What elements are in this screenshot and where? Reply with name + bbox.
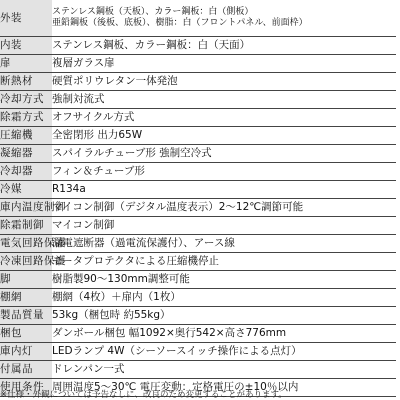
table-row xyxy=(0,72,396,90)
row-label-interior-light: 庫内灯 xyxy=(0,342,52,360)
table-row xyxy=(0,234,396,252)
row-value-exterior xyxy=(52,0,396,36)
row-label-refrigerant: 冷媒 xyxy=(0,180,52,198)
row-label-cooling-method: 冷却方式 xyxy=(0,90,52,108)
row-value-refrigeration-protection: モータプロテクタによる圧縮機停止 xyxy=(52,252,396,270)
table-row xyxy=(0,144,396,162)
row-value-insulation: 硬質ポリウレタン一体発泡 xyxy=(52,72,396,90)
table-row xyxy=(0,162,396,180)
table-row xyxy=(0,108,396,126)
table-row xyxy=(0,36,396,54)
row-value-refrigerant: R134a xyxy=(52,180,396,198)
row-value-packaging: ダンボール梱包 幅1092×奥行542×高さ776mm xyxy=(52,324,396,342)
row-value-evaporator: フィン＆チューブ形 xyxy=(52,162,396,180)
row-value-weight: 53kg（梱包時 約55kg） xyxy=(52,306,396,324)
row-label-defrost-control: 除霜制御 xyxy=(0,216,52,234)
row-value-electrical-protection: 漏電遮断器（過電流保護付）、アース線 xyxy=(52,234,396,252)
table-row xyxy=(0,0,396,36)
row-value-interior-light: LEDランプ 4W（シーソースイッチ操作による点灯） xyxy=(52,342,396,360)
table-row xyxy=(0,54,396,72)
row-label-shelves: 棚網 xyxy=(0,288,52,306)
row-label-packaging: 梱包 xyxy=(0,324,52,342)
row-label-evaporator: 冷却器 xyxy=(0,162,52,180)
table-row xyxy=(0,360,396,378)
row-value-defrost-control: マイコン制御 xyxy=(52,216,396,234)
row-label-accessories: 付属品 xyxy=(0,360,52,378)
table-row xyxy=(0,126,396,144)
row-value-defrost-method: オフサイクル方式 xyxy=(52,108,396,126)
table-row xyxy=(0,324,396,342)
row-value-interior: ステンレス鋼板、カラー鋼板：白（天面） xyxy=(52,36,396,54)
footnote: ※仕様・外観については予告なしに、改良のため変更することがあります。 xyxy=(0,390,287,400)
row-label-electrical-protection: 電気回路保護 xyxy=(0,234,52,252)
row-value-compressor: 全密閉形 出力65W xyxy=(52,126,396,144)
row-value-accessories: ドレンパン一式 xyxy=(52,360,396,378)
row-label-refrigeration-protection: 冷凍回路保護 xyxy=(0,252,52,270)
row-label-legs: 脚 xyxy=(0,270,52,288)
row-label-operating-conditions: 使用条件 xyxy=(0,378,52,396)
table-row xyxy=(0,342,396,360)
row-value-door: 複層ガラス扉 xyxy=(52,54,396,72)
row-value-cooling-method: 強制対流式 xyxy=(52,90,396,108)
table-row xyxy=(0,306,396,324)
row-label-weight: 製品質量 xyxy=(0,306,52,324)
table-row xyxy=(0,198,396,216)
row-value-line: ステンレス鋼板（天板）、カラー鋼板：白（側板） xyxy=(52,6,254,17)
row-value-legs: 樹脂製90～130mm調整可能 xyxy=(52,270,396,288)
table-row xyxy=(0,216,396,234)
row-label-insulation: 断熱材 xyxy=(0,72,52,90)
row-value-shelves: 棚網（4枚）＋扉内（1枚） xyxy=(52,288,396,306)
row-label-compressor: 圧縮機 xyxy=(0,126,52,144)
table-row xyxy=(0,90,396,108)
row-value-condenser: スパイラルチューブ形 強制空冷式 xyxy=(52,144,396,162)
row-label-door: 扉 xyxy=(0,54,52,72)
row-value-temp-control: マイコン制御（デジタル温度表示）2～12℃調節可能 xyxy=(52,198,396,216)
row-label-condenser: 凝縮器 xyxy=(0,144,52,162)
row-label-exterior: 外装 xyxy=(0,0,52,36)
table-row xyxy=(0,180,396,198)
row-value-operating-conditions: 周囲温度5～30℃ 電圧変動：定格電圧の±10％以内 xyxy=(52,378,396,396)
row-label-temp-control: 庫内温度制御 xyxy=(0,198,52,216)
table-row xyxy=(0,252,396,270)
row-label-defrost-method: 除霜方式 xyxy=(0,108,52,126)
table-row xyxy=(0,288,396,306)
table-row xyxy=(0,270,396,288)
row-label-interior: 内装 xyxy=(0,36,52,54)
row-value-line: 亜鉛鋼板（後板、底板）、樹脂：白（フロントパネル、前面枠） xyxy=(52,17,308,28)
